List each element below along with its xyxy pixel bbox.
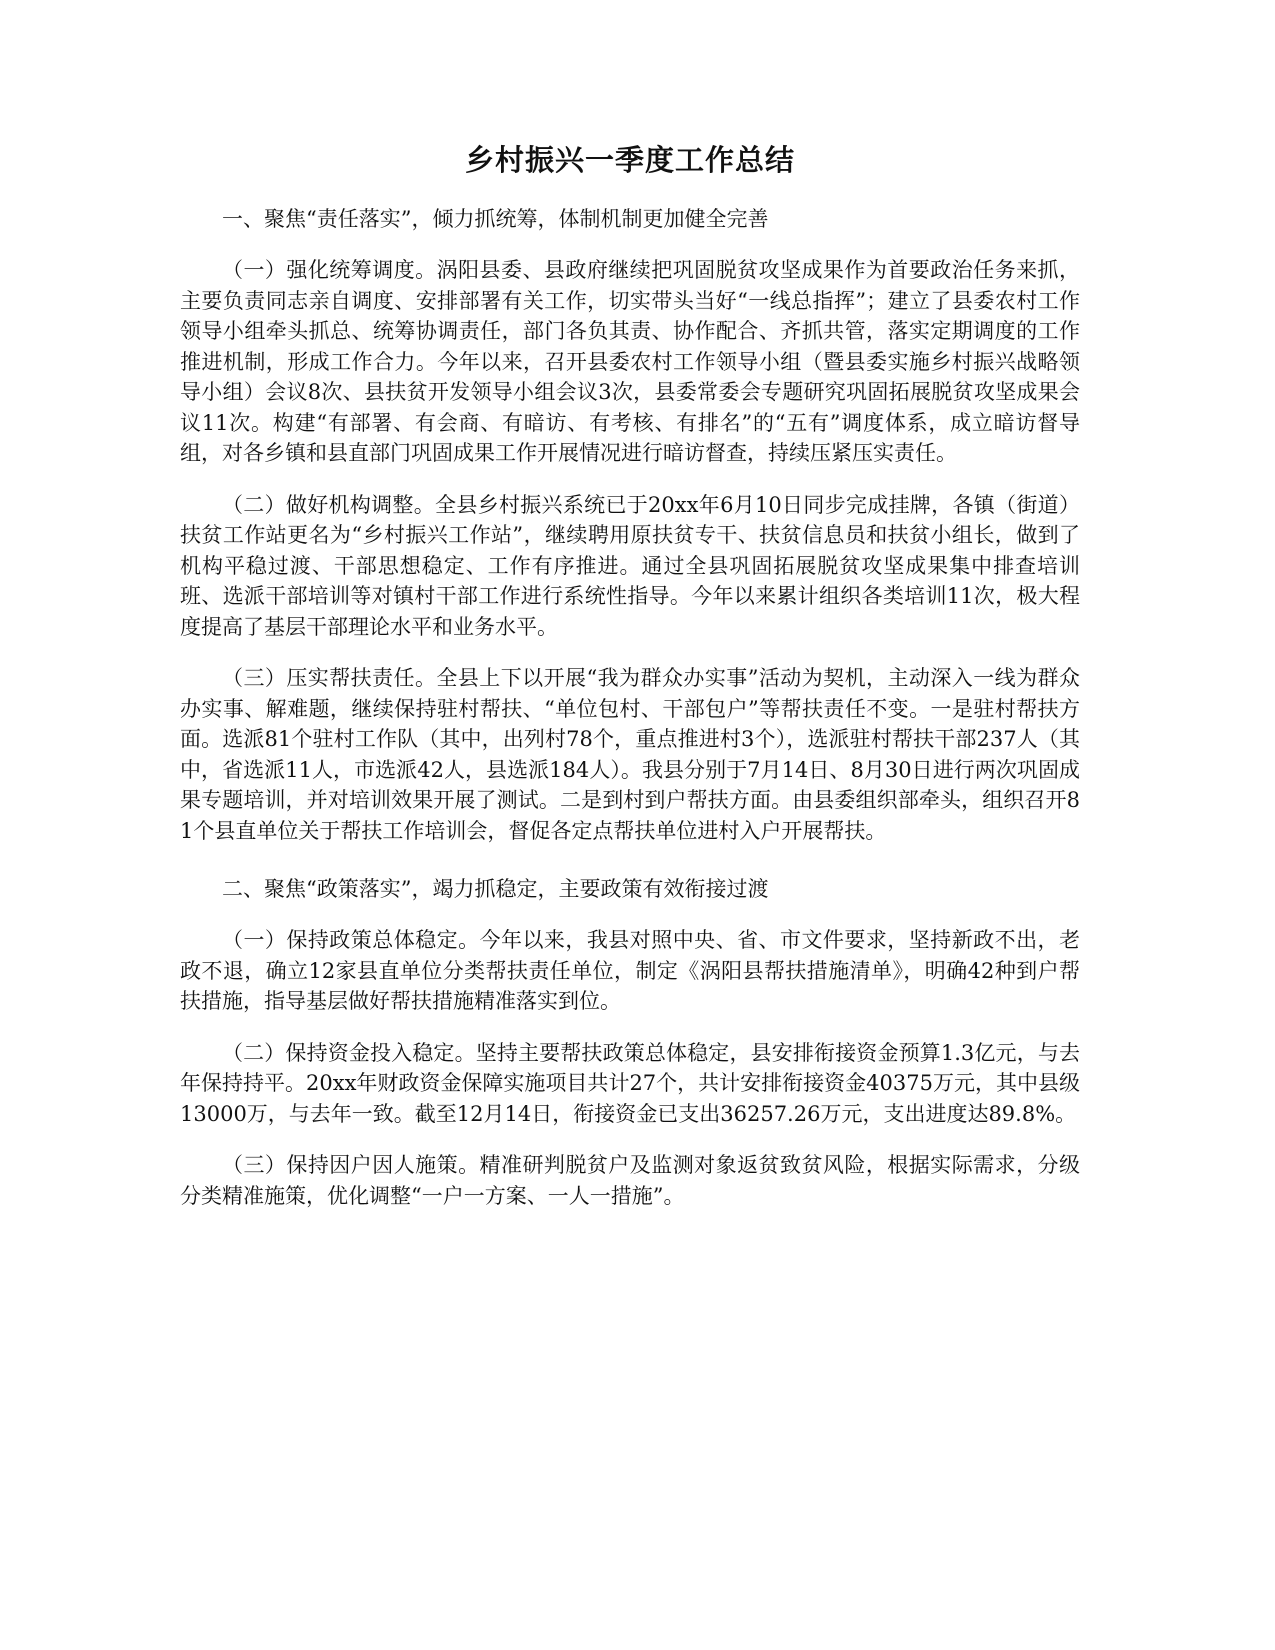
paragraph: （二）保持资金投入稳定。坚持主要帮扶政策总体稳定，县安排衔接资金预算1.3亿元，与去年保持持平。20xx年财政资金保障实施项目共计27个，共计安排衔接资金40375万元，其中县级13000万，与去年一致。截至12月14日，衔接资金已支出36257.26万元，支出进度达89.8%。 [180, 1040, 1080, 1126]
paragraph: （一）强化统筹调度。涡阳县委、县政府继续把巩固脱贫攻坚成果作为首要政治任务来抓，主要负责同志亲自调度、安排部署有关工作，切实带头当好“一线总指挥”；建立了县委农村工作领导小组牵头抓总、统筹协调责任，部门各负其责、协作配合、齐抓共管，落实定期调度的工作推进机制，形成工作合力。今年以来，召开县委农村工作领导小组（暨县委实施乡村振兴战略领导小组）会议8次、县扶贫开发领导小组会议3次，县委常委会专题研究巩固拓展脱贫攻坚成果会议11次。构建“有部署、有会商、有暗访、有考核、有排名”的“五有”调度体系，成立暗访督导组，对各乡镇和县直部门巩固成果工作开展情况进行暗访督查，持续压紧压实责任。 [180, 258, 1080, 465]
section-1 [180, 204, 1080, 846]
paragraph: （三）压实帮扶责任。全县上下以开展“我为群众办实事”活动为契机，主动深入一线为群众办实事、解难题，继续保持驻村帮扶、“单位包村、干部包户”等帮扶责任不变。一是驻村帮扶方面。选派81个驻村工作队（其中，出列村78个，重点推进村3个），选派驻村帮扶干部237人（其中，省选派11人，市选派42人，县选派184人）。我县分别于7月14日、8月30日进行两次巩固成果专题培训，并对培训效果开展了测试。二是到村到户帮扶方面。由县委组织部牵头，组织召开81个县直单位关于帮扶工作培训会，督促各定点帮扶单位进村入户开展帮扶。 [180, 666, 1080, 843]
paragraph: （三）保持因户因人施策。精准研判脱贫户及监测对象返贫致贫风险，根据实际需求，分级分类精准施策，优化调整“一户一方案、一人一措施”。 [180, 1153, 1080, 1208]
paragraph: （二）做好机构调整。全县乡村振兴系统已于20xx年6月10日同步完成挂牌，各镇（街道）扶贫工作站更名为“乡村振兴工作站”，继续聘用原扶贫专干、扶贫信息员和扶贫小组长，做到了机构平稳过渡、干部思想稳定、工作有序推进。通过全县巩固拓展脱贫攻坚成果集中排查培训班、选派干部培训等对镇村干部工作进行系统性指导。今年以来累计组织各类培训11次，极大程度提高了基层干部理论水平和业务水平。 [180, 492, 1080, 639]
document-page [180, 140, 1080, 1232]
section-2 [180, 874, 1080, 1211]
section-heading: 一、聚焦“责任落实”，倾力抓统筹，体制机制更加健全完善 [222, 207, 769, 231]
paragraph: （一）保持政策总体稳定。今年以来，我县对照中央、省、市文件要求，坚持新政不出，老政不退，确立12家县直单位分类帮扶责任单位，制定《涡阳县帮扶措施清单》，明确42种到户帮扶措施，指导基层做好帮扶措施精准落实到位。 [180, 928, 1080, 1013]
document-title: 乡村振兴一季度工作总结 [464, 143, 795, 177]
section-heading: 二、聚焦“政策落实”，竭力抓稳定，主要政策有效衔接过渡 [222, 877, 769, 901]
